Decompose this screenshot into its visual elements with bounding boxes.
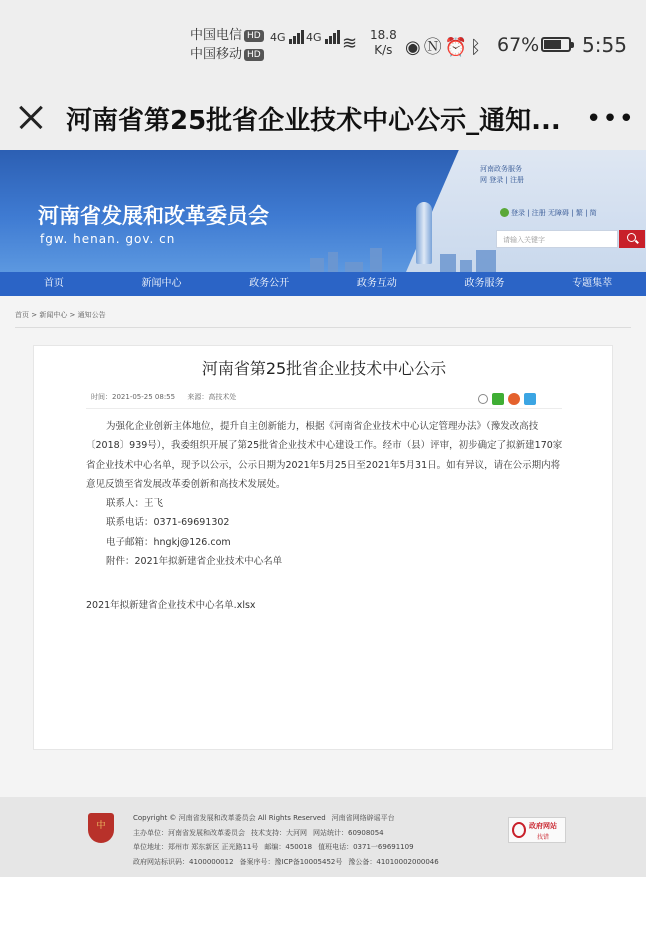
support-text: 技术支持：大河网 [251,828,307,837]
postcode-text: 邮编：450018 [264,843,313,851]
police-record-text: 豫公备：41010002000046 [348,857,439,866]
article-paragraph: 为强化企业创新主体地位，提升自主创新能力，根据《河南省企业技术中心认定管理办法》（豫发改高技〔2018〕939号），我委组织开展了第25批省企业技术中心建设工作。经市（县）评审，初步确定了拟新建170家省企业技术中心名单，现予以公示，公示日期为2021年5月25日至2021年5月31日。如有异议，请在公示期内将意见反馈至省发展改革委创新和高技术发展处。 [86,421,563,490]
contact-phone: 联系电话：0371-69691302 [106,517,230,529]
breadcrumb[interactable]: 首页 > 新闻中心 > 通知公告 [15,311,106,319]
icp-link[interactable]: 备案序号：豫ICP备10005452号 [239,857,343,866]
contact-person: 联系人：王飞 [106,498,164,510]
magnifier-icon [512,822,526,838]
signal-icon: 4G [270,30,305,44]
eye-icon: ◉ [405,37,424,58]
contact-email: 电子邮箱：hngkj@126.com [106,536,231,548]
bluetooth-icon: ᛒ [470,37,484,58]
page-title: 河南省第25批省企业技术中心公示_通知... [66,106,561,136]
site-banner [0,150,646,272]
status-bar [0,0,646,86]
article-panel [33,345,613,750]
close-icon[interactable] [14,100,50,136]
article-title: 河南省第25批省企业技术中心公示 [201,359,447,378]
login-register-link[interactable]: 网 登录 | 注册 [480,176,525,184]
alarm-icon: ⏰ [444,37,471,58]
city-skyline-image [300,240,510,272]
divider [86,408,562,409]
share-icon[interactable] [478,394,488,404]
nav-item-service[interactable]: 政务服务 [464,278,505,289]
web-page [0,150,646,800]
divider [15,327,631,328]
duty-phone-text: 值班电话：0371一69691109 [318,843,414,851]
search-icon [627,233,636,242]
nav-item-news[interactable]: 新闻中心 [141,278,182,289]
article-meta [91,392,246,402]
address-text: 单位地址：郑州市 郑东新区 正光路11号 [133,843,259,851]
status-icons [405,33,484,59]
copyright-text: Copyright © 河南省发展和改革委员会 All Rights Reserved [133,814,326,822]
more-menu-icon[interactable]: ••• [586,104,636,134]
nfc-icon: Ⓝ [423,37,445,58]
site-domain: fgw. henan. gov. cn [40,232,176,246]
stats-text: 网站统计：60908054 [313,828,384,837]
sponsor-text: 主办单位：河南省发展和改革委员会 [133,828,245,837]
network-speed: 18.8 K/s [370,28,397,57]
hd-badge: HD [244,30,264,42]
publish-time: 时间：2021-05-25 08:55 [91,393,176,401]
carrier-info [190,26,264,64]
article-body [86,417,566,571]
article-source: 来源：高技术处 [187,393,237,401]
top-links [480,164,524,186]
accessibility-icon [500,208,509,217]
nav-item-topics[interactable]: 专题集萃 [572,278,613,289]
battery-icon [541,37,571,52]
gov-service-link[interactable]: 河南政务服务 [480,165,522,173]
signal-icon: 4G [306,30,341,44]
nav-item-home[interactable]: 首页 [43,278,64,289]
site-name: 河南省发展和改革委员会 [38,204,269,228]
nav-item-interaction[interactable]: 政务互动 [356,278,397,289]
nav-item-gov-open[interactable]: 政务公开 [249,278,290,289]
site-code-text: 政府网站标识码：4100000012 [133,857,234,866]
clock: 5:55 [582,33,627,57]
site-footer [0,797,646,877]
qq-icon[interactable] [524,393,536,405]
wechat-icon[interactable] [492,393,504,405]
search-button[interactable] [619,230,645,248]
gov-site-error-report-button[interactable]: 政府网站 找错 [508,817,566,843]
carrier-2: 中国移动 [190,47,243,62]
hd-badge: HD [244,49,264,61]
wifi-icon: ≋ [342,33,361,54]
search-input[interactable]: 请输入关键字 [496,230,618,248]
share-bar [474,388,536,407]
battery-percent: 67% [497,34,540,56]
title-bar [0,86,646,150]
rumor-platform-link[interactable]: 河南省网络辟谣平台 [331,814,395,822]
attachment-file-link[interactable]: 2021年拟新建省企业技术中心名单.xlsx [86,600,256,611]
footer-info [133,811,445,869]
tower-image [416,202,432,264]
weibo-icon[interactable] [508,393,520,405]
carrier-1: 中国电信 [190,28,243,43]
blank-area [0,877,646,935]
main-nav [0,272,646,296]
party-emblem-icon: 中 [88,813,114,843]
attachment-label: 附件：2021年拟新建省企业技术中心名单 [106,556,283,568]
account-links[interactable]: 登录 | 注册 无障碍 | 繁 | 简 [498,208,597,218]
